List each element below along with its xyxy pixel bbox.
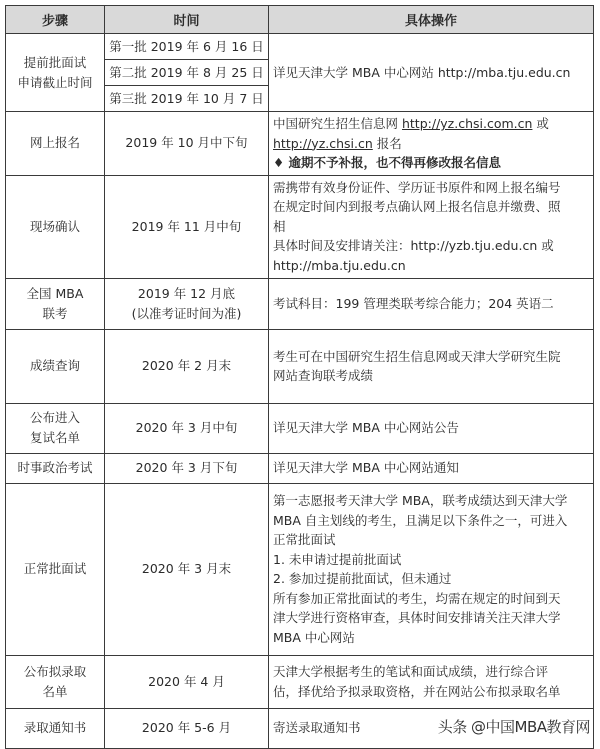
detail-text: 在规定时间内到报考点确认网上报名信息并缴费、照 [273,199,561,215]
time-cell [105,278,269,329]
step-cell [6,278,105,329]
time-cell: 2019 年 10 月中下旬 [105,112,269,176]
detail-text: MBA 自主划线的考生，且满足以下条件之一，可进入 [273,512,568,528]
watermark: 头条 @中国MBA教育网 [437,718,590,736]
header-time: 时间 [105,6,269,34]
detail-line [273,134,589,154]
table-row [6,34,594,60]
table-row [6,329,594,403]
step-text: 复试名单 [29,430,80,445]
step-cell [6,708,105,748]
step-text: 提前批面试 [23,54,87,70]
detail-cell [269,329,594,403]
time-text: 2020 年 3 月末 [141,561,232,576]
detail-text: 需携带有效身份证件、学历证书原件和网上报名编号 [273,179,561,195]
admission-schedule-table [5,5,594,749]
step-text: 申请截止时间 [17,74,93,90]
step-text: 联考 [42,305,68,321]
detail-text: MBA 中心网站 [273,629,355,645]
table-header-row [6,6,594,34]
detail-text: 估，择优给予拟录取资格，并在网站公布拟录取名单 [273,683,561,699]
detail-cell [269,655,594,708]
detail-text: 2. 参加过提前批面试，但未通过 [273,571,452,586]
time-cell [105,483,269,655]
chsi-cn-link[interactable]: http://yz.chsi.cn [273,135,373,151]
detail-text: 相 [273,218,286,234]
detail-text: 天津大学根据考生的笔试和面试成绩，进行综合评 [273,664,549,679]
step-cell: 网上报名 [6,112,105,176]
detail-cell [269,483,594,655]
time-cell [105,453,269,483]
step-text: 公布进入 [29,410,80,425]
chsi-com-link[interactable]: http://yz.chsi.com.cn [401,116,533,131]
time-cell: 第一批 2019 年 6 月 16 日 [105,34,269,60]
time-cell [105,403,269,453]
time-text: 2020 年 3 月下旬 [135,460,238,475]
time-text: 2020 年 2 月末 [141,358,232,373]
step-cell [6,655,105,708]
step-text: 全国 MBA [26,285,84,301]
table-row [6,655,594,708]
step-text: 时事政治考试 [17,460,93,475]
detail-text: 津大学进行资格审查，具体时间安排请关注天津大学 [273,610,561,625]
step-cell [6,483,105,655]
time-text: 2020 年 5-6 月 [141,720,232,735]
time-cell: 第三批 2019 年 10 月 7 日 [105,86,269,112]
time-text: 2019 年 12 月底 [137,285,236,301]
detail-text: 1. 未申请过提前批面试 [273,551,402,567]
detail-cell: 详见天津大学 MBA 中心网站 http://mba.tju.edu.cn [269,34,594,112]
step-text: 成绩查询 [29,358,80,373]
time-text: 2020 年 3 月中旬 [135,420,238,435]
detail-cell [269,403,594,453]
time-text: 2020 年 4 月 [148,673,225,689]
table-row [6,453,594,483]
step-text: 公布拟录取 [23,663,87,679]
step-cell [6,34,105,112]
table-row [6,278,594,329]
header-detail: 具体操作 [269,6,594,34]
step-text: 名单 [42,683,68,699]
detail-cell [269,175,594,278]
time-cell: 第二批 2019 年 8 月 25 日 [105,60,269,86]
detail-text: 详见天津大学 MBA 中心网站公告 [273,420,459,436]
detail-line [273,114,589,134]
detail-cell [269,112,594,176]
time-cell [105,655,269,708]
time-cell [105,175,269,278]
step-text: 正常批面试 [23,561,87,576]
detail-text: 网站查询联考成绩 [273,368,374,383]
table-row [6,112,594,176]
detail-text: 正常批面试 [273,532,336,547]
detail-text: 第一志愿报考天津大学 MBA，联考成绩达到天津大学 [273,493,568,508]
table-row [6,175,594,278]
detail-cell [269,453,594,483]
time-text: (以准考证时间为准) [131,305,242,321]
detail-text: 或 [532,116,549,131]
detail-text: http://mba.tju.edu.cn [273,257,406,273]
table-row [6,403,594,453]
detail-text: 具体时间及安排请关注：http://yzb.tju.edu.cn 或 [273,238,554,254]
detail-text: 考生可在中国研究生招生信息网或天津大学研究生院 [273,348,561,364]
detail-text: 考试科目：199 管理类联考综合能力；204 英语二 [273,295,554,311]
step-text: 录取通知书 [23,720,87,735]
detail-text: 详见天津大学 MBA 中心网站通知 [273,460,459,476]
header-step: 步骤 [6,6,105,34]
time-cell [105,708,269,748]
detail-text: 中国研究生招生信息网 [273,116,402,131]
deadline-warning: ♦ 逾期不予补报，也不得再修改报名信息 [273,155,502,170]
step-cell [6,403,105,453]
step-cell [6,329,105,403]
step-cell [6,175,105,278]
time-cell [105,329,269,403]
time-text: 2019 年 11 月中旬 [131,218,242,234]
detail-text: 报名 [372,135,402,151]
table-row [6,483,594,655]
detail-text: 所有参加正常批面试的考生，均需在规定的时间到天 [273,590,561,606]
detail-text: 寄送录取通知书 [273,720,361,736]
step-text: 现场确认 [29,218,80,234]
step-cell [6,453,105,483]
detail-cell [269,278,594,329]
